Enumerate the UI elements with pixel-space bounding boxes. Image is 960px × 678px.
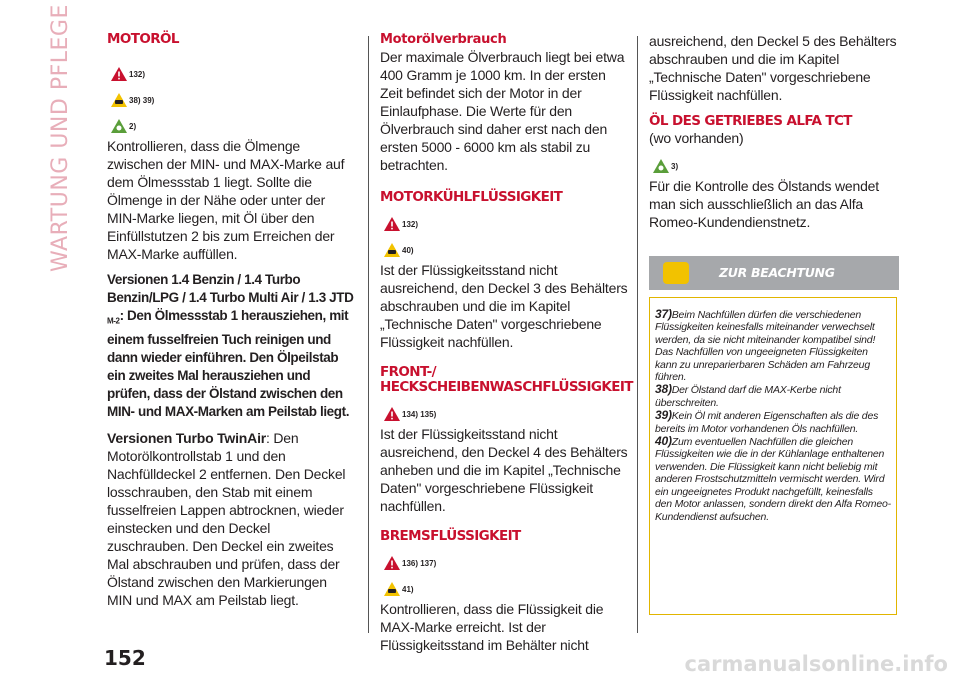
warning-ref — [384, 546, 630, 570]
heading-washer-1: FRONT-/ — [380, 364, 436, 380]
paragraph-oil-consumption: Der maximale Ölverbrauch liegt bei etwa 400 Gramm je 1000 km. In der ersten Zeit befindet sich der Motor in der Einlaufphase. Die Werte für den Ölverbrauch sind daher erst nach den ersten 5000 - 6000 km als stabil zu betrachten. — [380, 49, 625, 173]
column-divider — [637, 36, 638, 633]
paragraph-oil-check: Kontrollieren, dass die Ölmenge zwischen der MIN- und MAX-Marke auf dem Ölmessstab 1 liegt. Sollte die Ölmenge in der Nähe oder unter der MIN-Marke liegen, mit Öl über den Einfüllstutzen 2 bis zum Erreichen der MAX-Marke auffüllen. — [107, 138, 345, 262]
column-divider — [368, 36, 369, 633]
note-box — [649, 297, 897, 615]
note-title: ZUR BEACHTUNG — [719, 265, 835, 280]
paragraph-versions: Versionen 1.4 Benzin / 1.4 Turbo Benzin/LPG / 1.4 Turbo Multi Air / 1.3 JTD $_{M-2}$: Den Ölmessstab 1 herausziehen, mit einem fusselfreien Tuch reinigen und dann wieder einführen. Den Ölpeilstab ein zweites Mal herausziehen und prüfen, dass der Ölstand zwischen den MIN- und MAX-Marken am Peilstab liegt. — [107, 272, 354, 419]
heading-brake: BREMSFLÜSSIGKEIT — [380, 528, 521, 544]
section-side-title: WARTUNG UND PFLEGE — [48, 4, 73, 272]
caution-car-icon — [111, 93, 127, 107]
ref-label: 38) 39) — [129, 96, 155, 105]
warning-ref — [653, 149, 899, 173]
heading-coolant: MOTORKÜHLFLÜSSIGKEIT — [380, 189, 563, 205]
danger-triangle-icon — [384, 217, 400, 231]
tct-availability: (wo vorhanden) — [649, 130, 744, 146]
ref-label: 136) 137) — [402, 559, 437, 568]
caution-car-icon — [384, 243, 400, 257]
warning-ref — [111, 83, 355, 107]
heading-oil-consumption: Motorölverbrauch — [380, 32, 507, 47]
page-number: 152 — [104, 646, 146, 670]
danger-triangle-icon — [384, 556, 400, 570]
warning-ref — [384, 233, 630, 257]
ref-label: 132) — [402, 220, 419, 229]
environment-triangle-icon — [111, 119, 127, 133]
paragraph-coolant: Ist der Flüssigkeitsstand nicht ausreichend, den Deckel 3 des Behälters abschrauben und die im Kapitel „Technische Daten" vorgeschriebene Flüssigkeit nachfüllen. — [380, 262, 628, 350]
danger-triangle-icon — [384, 407, 400, 421]
watermark: carmanualsonline.info — [684, 652, 948, 676]
note-item: 37)Beim Nachfüllen dürfen die verschiedenen Flüssigkeiten keinesfalls miteinander verwechselt werden, da sie nicht miteinander kompatibel sind! Das Nachfüllen von ungeeigneten Flüssigkeiten kann zu unreparierbaren Schäden am Fahrzeug führen. — [655, 307, 876, 384]
heading-motoroel: MOTORÖL — [107, 31, 179, 47]
ref-label: 2) — [129, 122, 137, 131]
note-item: 38)Der Ölstand darf die MAX-Kerbe nicht überschreiten. — [655, 382, 841, 409]
caution-car-icon — [663, 262, 689, 284]
note-header — [649, 256, 899, 290]
warning-ref — [111, 57, 355, 81]
environment-triangle-icon — [653, 159, 669, 173]
warning-ref — [384, 572, 630, 596]
paragraph-twinair: Versionen Turbo TwinAir: Den Motorölkontrollstab 1 und den Nachfülldeckel 2 entfernen. Den Deckel losschrauben, den Stab mit einem fusselfreien Lappen abtrocknen, wieder einstecken und den Deckel zuschrauben. Den Deckel ein zweites Mal abschrauben und prüfen, dass der Ölstand zwischen den Markierungen MIN und MAX am Peilstab liegt. — [107, 429, 346, 608]
heading-tct: ÖL DES GETRIEBES ALFA TCT — [649, 113, 852, 129]
caution-car-icon — [384, 582, 400, 596]
ref-label: 3) — [671, 162, 679, 171]
paragraph-brake-continued: ausreichend, den Deckel 5 des Behälters abschrauben und die im Kapitel „Technische Daten" vorgeschriebene Flüssigkeit nachfüllen. — [649, 33, 897, 103]
paragraph-tct: Für die Kontrolle des Ölstands wendet man sich ausschließlich an das Alfa Romeo-Kundendienstnetz. — [649, 178, 879, 230]
column-3 — [649, 32, 899, 231]
danger-triangle-icon — [111, 67, 127, 81]
heading-washer-2: HECKSCHEIBENWASCHFLÜSSIGKEIT — [380, 379, 633, 395]
ref-label: 132) — [129, 70, 146, 79]
warning-ref — [384, 207, 630, 231]
note-item: 39)Kein Öl mit anderen Eigenschaften als die des bereits im Motor vorhandenen Öls nachfüllen. — [655, 408, 879, 435]
column-1 — [107, 32, 355, 609]
warning-ref — [111, 109, 355, 133]
paragraph-washer: Ist der Flüssigkeitsstand nicht ausreichend, den Deckel 4 des Behälters anheben und die im Kapitel „Technische Daten" vorgeschriebene Flüssigkeit nachfüllen. — [380, 426, 628, 514]
column-2 — [380, 32, 633, 654]
paragraph-brake: Kontrollieren, dass die Flüssigkeit die MAX-Marke erreicht. Ist der Flüssigkeitsstand im Behälter nicht — [380, 601, 604, 653]
ref-label: 41) — [402, 585, 414, 594]
warning-ref — [384, 397, 630, 421]
note-item: 40)Zum eventuellen Nachfüllen die gleichen Flüssigkeiten wie die in der Kühlanlage enthaltenen verwenden. Die Flüssigkeit kann nicht beliebig mit anderen Frostschutzmitteln vermischt werden. Wird ein ungeeignetes Produkt nachgefüllt, keinesfalls den Motor anlassen, sondern direkt den Alfa Romeo-Kundendienst aufsuchen. — [655, 434, 891, 523]
ref-label: 40) — [402, 246, 414, 255]
ref-label: 134) 135) — [402, 410, 437, 419]
